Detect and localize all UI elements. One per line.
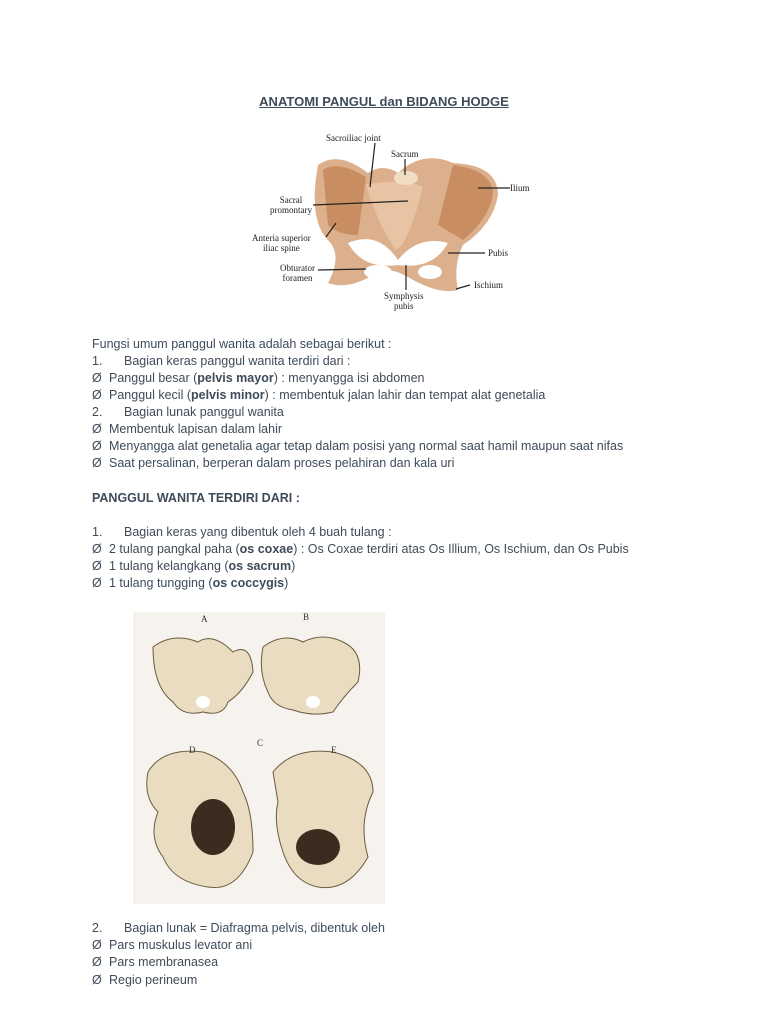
bullet-icon: Ø	[92, 973, 102, 987]
text: Menyangga alat genetalia agar tetap dalam posisi yang normal saat hamil maupun saat nifas	[109, 439, 624, 453]
text: Pars muskulus levator ani	[109, 938, 253, 952]
pelvic-bones-illustration	[133, 612, 385, 904]
label-line: promontary	[270, 205, 312, 215]
pelvis-illustration	[248, 125, 518, 320]
bullet-item	[92, 370, 424, 387]
text: Panggul kecil (	[109, 388, 191, 402]
list-item	[92, 524, 392, 541]
text: ) : membentuk jalan lahir dan tempat alat genetalia	[264, 388, 546, 402]
bullet-icon: Ø	[92, 576, 102, 590]
bullet-item	[92, 954, 218, 971]
label-line: Anteria superior	[252, 233, 311, 243]
text: )	[284, 576, 289, 590]
bullet-item	[92, 558, 295, 575]
label-pubis: Pubis	[488, 248, 509, 258]
bullet-item	[92, 972, 197, 989]
list-text: Bagian lunak = Diafragma pelvis, dibentuk oleh	[124, 921, 385, 935]
bullet-item	[92, 575, 288, 592]
label-line: Obturator	[280, 263, 315, 273]
bold-term: pelvis mayor	[197, 371, 274, 385]
figure-label-b: B	[303, 612, 310, 622]
list-number: 2.	[92, 921, 103, 935]
bullet-item	[92, 455, 454, 472]
list-item	[92, 353, 351, 370]
text: Saat persalinan, berperan dalam proses pelahiran dan kala uri	[109, 456, 455, 470]
label-line: foramen	[282, 273, 313, 283]
list-item	[92, 404, 284, 421]
bullet-item	[92, 937, 252, 954]
list-number: 2.	[92, 405, 103, 419]
text: 2 tulang pangkal paha (	[109, 542, 240, 556]
pelvic-bones-figure	[133, 612, 385, 904]
bullet-item	[92, 421, 282, 438]
figure-label-c: C	[257, 738, 264, 748]
bold-term: os coccygis	[212, 576, 285, 590]
label-obturator-foramen	[280, 263, 315, 283]
label-sacroiliac-joint: Sacroiliac joint	[326, 133, 381, 143]
section-heading: PANGGUL WANITA TERDIRI DARI :	[92, 491, 300, 505]
text: 1 tulang kelangkang (	[109, 559, 229, 573]
list-number: 1.	[92, 525, 103, 539]
bold-term: os sacrum	[228, 559, 292, 573]
figure-label-a: A	[201, 614, 208, 624]
intro-text: Fungsi umum panggul wanita adalah sebagai berikut :	[92, 337, 392, 351]
label-ilium: Ilium	[510, 183, 530, 193]
label-symphysis-pubis	[384, 291, 424, 311]
bold-term: os coxae	[239, 542, 294, 556]
label-line: Sacral	[279, 195, 303, 205]
bold-term: pelvis minor	[191, 388, 265, 402]
bullet-icon: Ø	[92, 422, 102, 436]
figure-label-d: D	[189, 745, 196, 755]
label-asis	[252, 233, 311, 253]
label-line: Symphysis	[384, 291, 424, 301]
text: 1 tulang tungging (	[109, 576, 213, 590]
label-line: pubis	[394, 301, 414, 311]
list-text: Bagian keras yang dibentuk oleh 4 buah tulang :	[124, 525, 392, 539]
text: Panggul besar (	[109, 371, 198, 385]
text: ) : menyangga isi abdomen	[273, 371, 425, 385]
text: )	[291, 559, 296, 573]
list-text: Bagian lunak panggul wanita	[124, 405, 284, 419]
bullet-icon: Ø	[92, 938, 102, 952]
text: Membentuk lapisan dalam lahir	[109, 422, 283, 436]
bullet-item	[92, 541, 629, 558]
label-line: iliac spine	[262, 243, 300, 253]
text: ) : Os Coxae terdiri atas Os Illium, Os Ischium, dan Os Pubis	[293, 542, 629, 556]
bullet-icon: Ø	[92, 371, 102, 385]
bullet-icon: Ø	[92, 439, 102, 453]
figure-label-e: E	[331, 745, 337, 755]
label-sacral-promontary	[270, 195, 312, 215]
pelvis-anatomy-figure	[248, 125, 530, 320]
bullet-icon: Ø	[92, 559, 102, 573]
bullet-icon: Ø	[92, 388, 102, 402]
bullet-icon: Ø	[92, 542, 102, 556]
bullet-item	[92, 438, 623, 455]
label-ischium: Ischium	[474, 280, 503, 290]
list-number: 1.	[92, 354, 103, 368]
bullet-item	[92, 387, 545, 404]
text: Regio perineum	[109, 973, 198, 987]
list-text: Bagian keras panggul wanita terdiri dari :	[124, 354, 351, 368]
bullet-icon: Ø	[92, 456, 102, 470]
bullet-icon: Ø	[92, 955, 102, 969]
text: Pars membranasea	[109, 955, 219, 969]
label-sacrum: Sacrum	[391, 149, 419, 159]
page-title: ANATOMI PANGUL dan BIDANG HODGE	[259, 94, 509, 109]
list-item	[92, 920, 385, 937]
